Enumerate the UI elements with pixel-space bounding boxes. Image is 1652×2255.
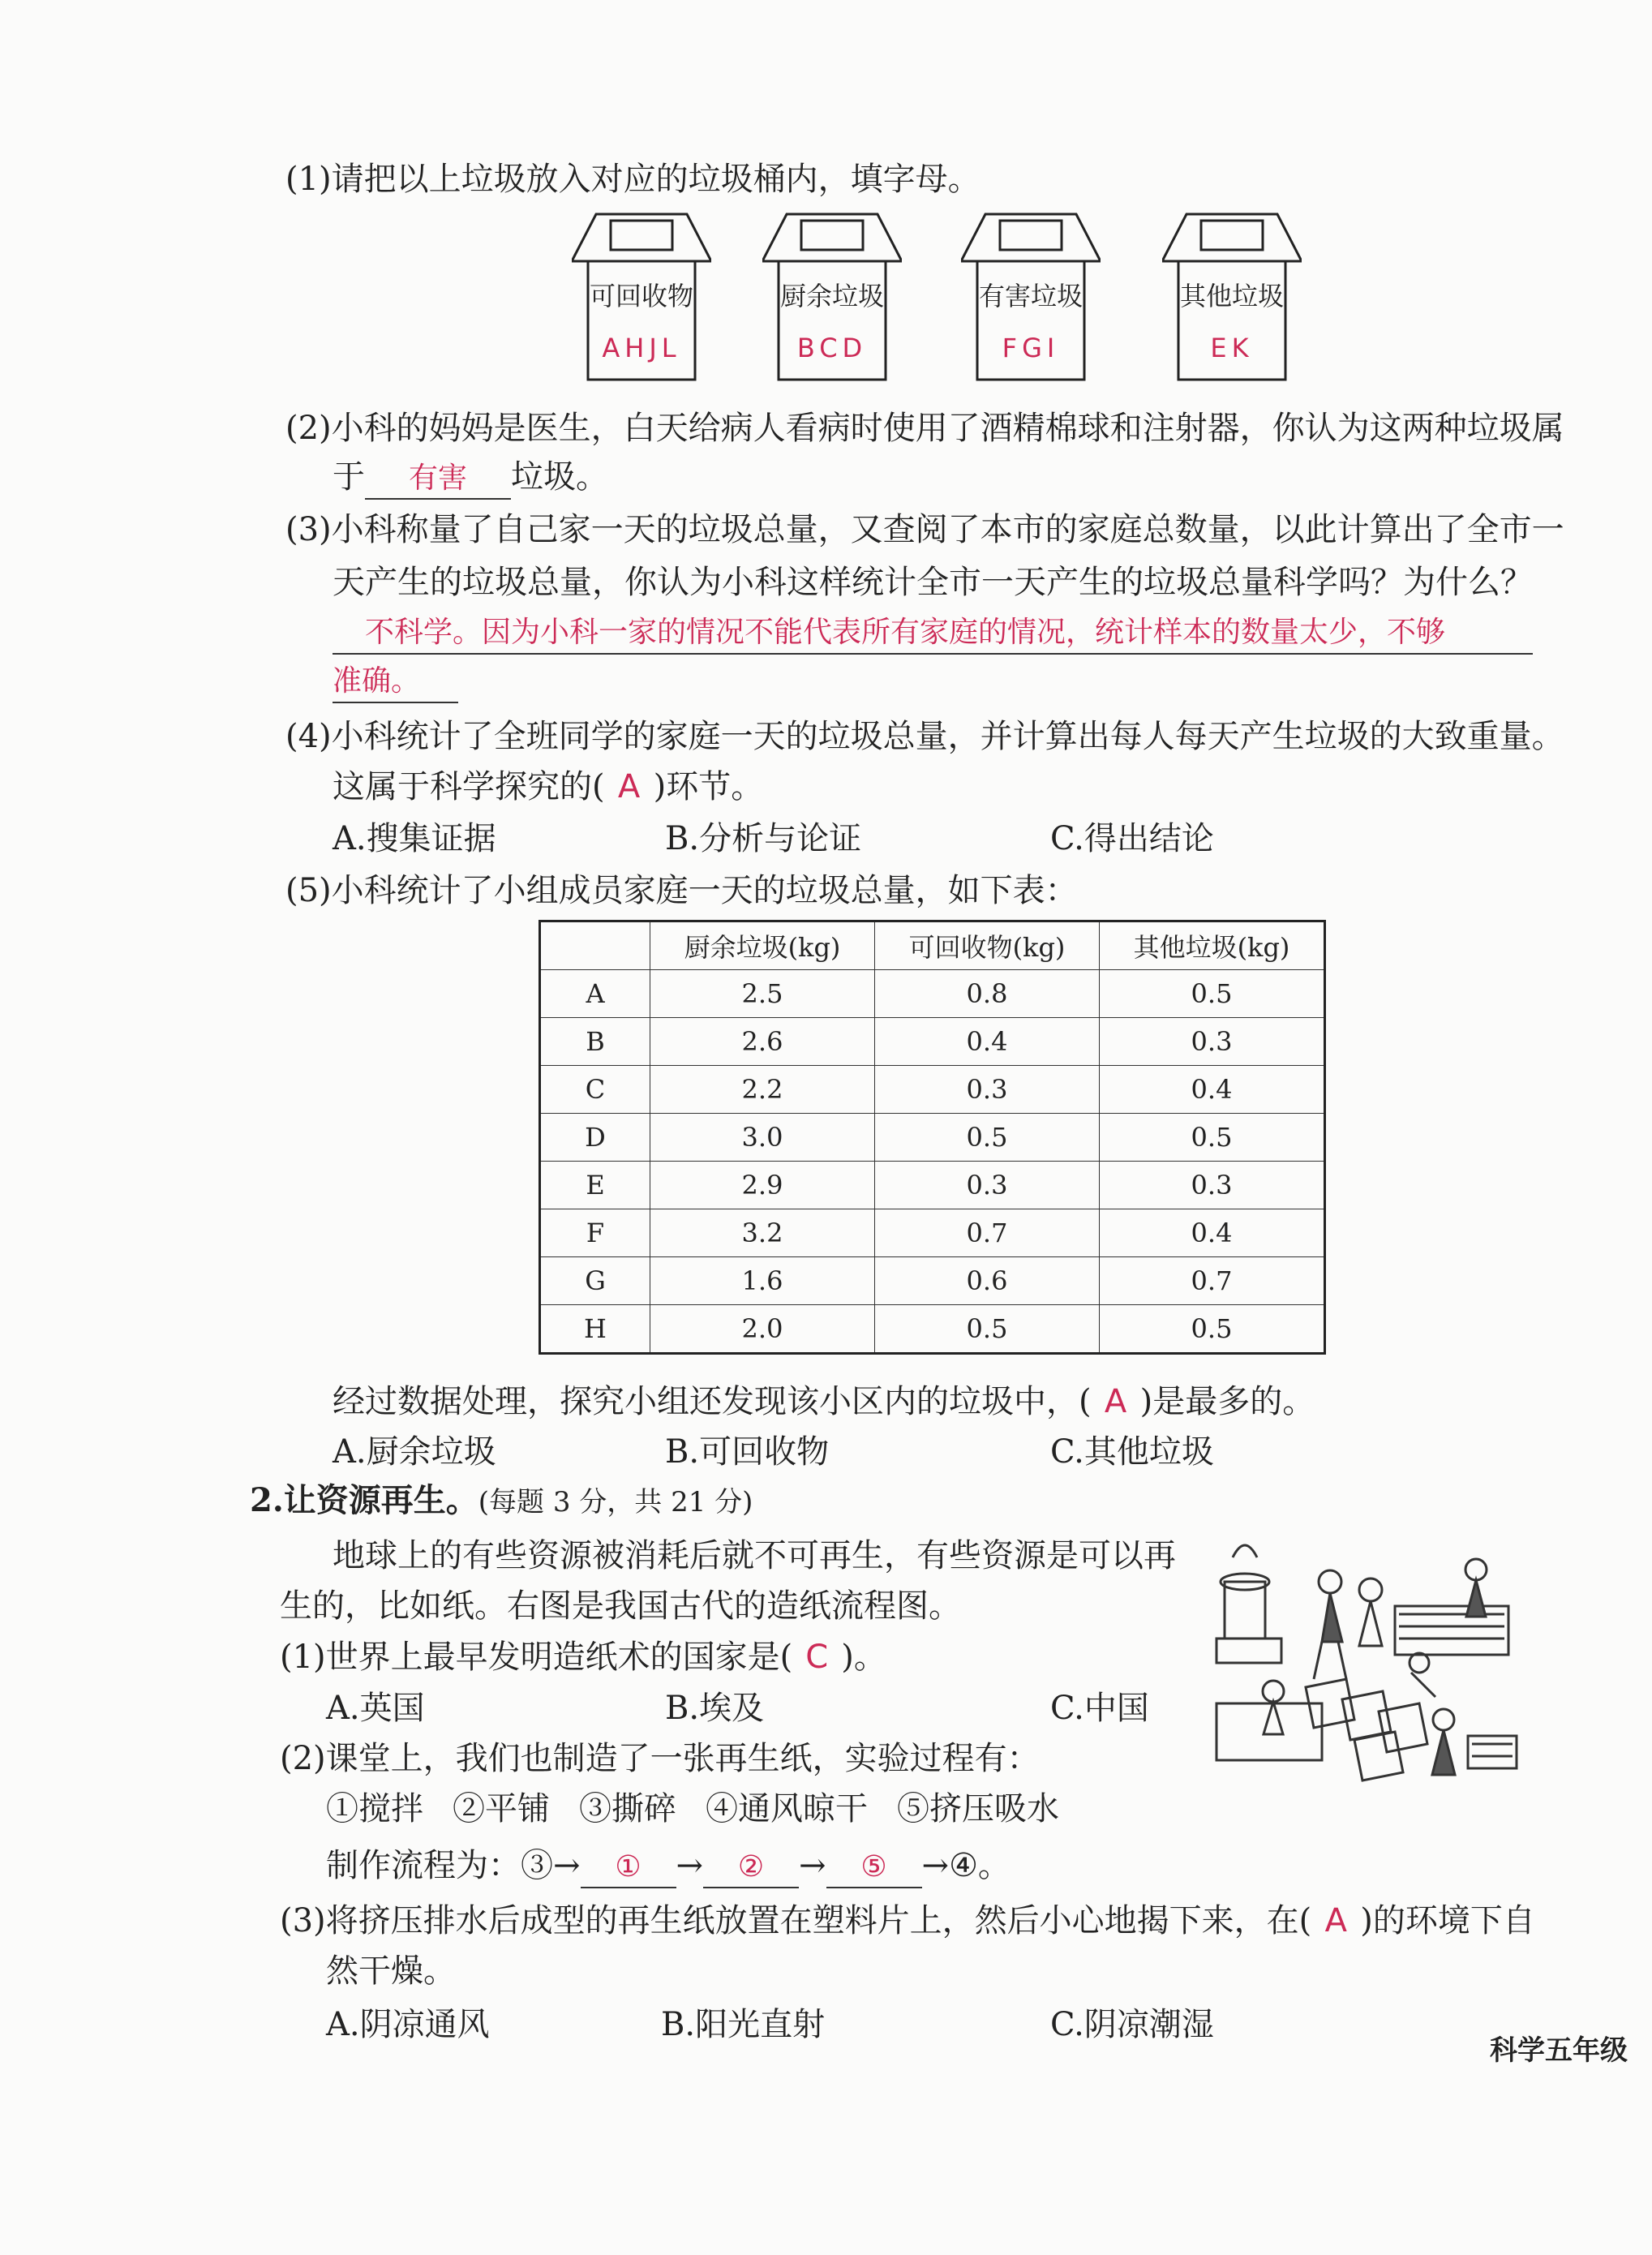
q2-sub3-line2: 然干燥。 [326, 1952, 456, 1990]
answer-blank [826, 1846, 922, 1888]
q1-sub5-after [333, 1379, 1315, 1424]
table-cell: 2.9 [650, 1162, 875, 1209]
answer-blank [703, 1846, 799, 1888]
bin-other [1162, 213, 1302, 383]
table-header-cell: 可回收物(kg) [875, 921, 1100, 970]
table-row [540, 970, 1325, 1018]
q2-sub3-option-c: C.阴凉潮湿 [1050, 2006, 1214, 2043]
bin-label: 厨余垃圾 [779, 281, 884, 311]
text: 经过数据处理，探究小组还发现该小区内的垃圾中，( [333, 1383, 1092, 1420]
arrow: → [799, 1847, 826, 1884]
bin-answer: FGI [1002, 333, 1060, 363]
bin-label: 其他垃圾 [1179, 281, 1284, 311]
q1-sub4-line2 [333, 764, 763, 810]
handwritten-answer: A [617, 768, 641, 805]
bin-label: 有害垃圾 [978, 281, 1083, 311]
table-cell: F [540, 1209, 650, 1257]
table-cell: 1.6 [650, 1257, 875, 1305]
text: 垃圾。 [511, 458, 608, 496]
step: ⑤挤压吸水 [897, 1790, 1059, 1828]
table-cell: 0.3 [1100, 1162, 1325, 1209]
text: 于 [333, 458, 365, 496]
q2-sub1-option-c: C.中国 [1050, 1690, 1149, 1727]
handwritten-answer: ② [737, 1850, 765, 1883]
page-footer: 科学五年级 [1490, 2034, 1628, 2067]
garbage-data-table [539, 920, 1326, 1355]
table-cell: 0.4 [1100, 1209, 1325, 1257]
table-cell: 0.5 [875, 1114, 1100, 1162]
text: 制作流程为：③→ [326, 1847, 581, 1884]
q1-sub3-line1: (3)小科称量了自己家一天的垃圾总量，又查阅了本市的家庭总数量，以此计算出了全市一 [285, 511, 1564, 548]
q1-sub3-answer-line1: 不科学。因为小科一家的情况不能代表所有家庭的情况，统计样本的数量太少，不够 [333, 612, 1533, 655]
table-cell: 0.6 [875, 1257, 1100, 1305]
table-cell: 2.6 [650, 1018, 875, 1066]
table-cell: D [540, 1114, 650, 1162]
step: ④通风晾干 [706, 1790, 868, 1828]
table-cell: A [540, 970, 650, 1018]
q1-sub2-line2 [333, 454, 608, 500]
handwritten-answer: C [805, 1639, 829, 1676]
q2-sub3-option-a: A.阴凉通风 [326, 2006, 490, 2043]
table-header-cell: 其他垃圾(kg) [1100, 921, 1325, 970]
table-cell: C [540, 1066, 650, 1114]
step: ②平铺 [453, 1790, 550, 1828]
score-note: (每题 3 分，共 21 分) [478, 1486, 753, 1518]
q1-sub4-option-c: C.得出结论 [1050, 820, 1214, 857]
table-row [540, 1162, 1325, 1209]
q1-sub5-option-b: B.可回收物 [665, 1433, 830, 1471]
table-cell: 0.4 [875, 1018, 1100, 1066]
table-cell: 2.0 [650, 1305, 875, 1354]
table-cell: E [540, 1162, 650, 1209]
handwritten-answer: A [1324, 1902, 1347, 1939]
q2-sub2-steps [326, 1786, 1059, 1832]
step: ①搅拌 [326, 1790, 423, 1828]
q2-intro-line2: 生的，比如纸。右图是我国古代的造纸流程图。 [280, 1587, 961, 1625]
text: )环节。 [653, 768, 764, 805]
table-cell: 2.2 [650, 1066, 875, 1114]
q2-sub2-flow [326, 1843, 1011, 1888]
bin-kitchen [762, 213, 902, 383]
q1-sub3-line2: 天产生的垃圾总量，你认为小科这样统计全市一天产生的垃圾总量科学吗？为什么？ [333, 564, 1533, 601]
q1-sub1-text: (1)请把以上垃圾放入对应的垃圾桶内，填字母。 [285, 161, 980, 198]
table-row [540, 1018, 1325, 1066]
table-cell: G [540, 1257, 650, 1305]
arrow: → [676, 1847, 704, 1884]
question-number: 2. [250, 1481, 284, 1519]
table-row [540, 1209, 1325, 1257]
q2-sub3-option-b: B.阳光直射 [661, 2006, 826, 2043]
table-cell: 2.5 [650, 970, 875, 1018]
table-cell: 0.3 [875, 1162, 1100, 1209]
text: )的环境下自 [1360, 1902, 1535, 1939]
handwritten-answer: ⑤ [860, 1850, 887, 1883]
bin-label: 可回收物 [589, 281, 693, 311]
table-cell: 0.4 [1100, 1066, 1325, 1114]
table-row [540, 1305, 1325, 1354]
answer-blank [365, 457, 511, 500]
table-header-cell [540, 921, 650, 970]
q1-sub5-option-a: A.厨余垃圾 [333, 1433, 496, 1471]
q2-sub2-text: (2)课堂上，我们也制造了一张再生纸，实验过程有： [280, 1740, 1040, 1777]
bin-answer: EK [1210, 333, 1254, 363]
table-cell: 0.5 [1100, 1305, 1325, 1354]
bin-answer: BCD [796, 333, 868, 363]
step: ③撕碎 [579, 1790, 676, 1828]
table-header-cell: 厨余垃圾(kg) [650, 921, 875, 970]
text: 这属于科学探究的( [333, 768, 605, 805]
table-cell: 0.3 [875, 1066, 1100, 1114]
table-cell: 0.7 [875, 1209, 1100, 1257]
handwritten-answer: ① [615, 1850, 641, 1883]
text: (3)将挤压排水后成型的再生纸放置在塑料片上，然后小心地揭下来，在( [280, 1902, 1312, 1939]
text: (1)世界上最早发明造纸术的国家是( [280, 1639, 793, 1676]
table-cell: 0.3 [1100, 1018, 1325, 1066]
bin-recyclable [572, 213, 711, 383]
table-cell: 3.2 [650, 1209, 875, 1257]
table-cell: 0.8 [875, 970, 1100, 1018]
text: →④。 [921, 1847, 1011, 1884]
table-header-row [540, 921, 1325, 970]
table-cell: 0.5 [1100, 970, 1325, 1018]
table-cell: 0.7 [1100, 1257, 1325, 1305]
q1-sub4-option-b: B.分析与论证 [665, 820, 862, 857]
q2-sub1-option-a: A.英国 [326, 1690, 425, 1727]
table-cell: B [540, 1018, 650, 1066]
text: )。 [841, 1639, 886, 1676]
papermaking-illustration [1208, 1525, 1533, 1793]
handwritten-answer: 有害 [408, 462, 467, 495]
q2-intro-line1: 地球上的有些资源被消耗后就不可再生，有些资源是可以再 [333, 1537, 1176, 1574]
q1-sub3-answer-line2: 准确。 [333, 661, 458, 703]
bin-hazardous [961, 213, 1101, 383]
q1-sub5-text: (5)小科统计了小组成员家庭一天的垃圾总量，如下表： [285, 872, 1078, 909]
q2-heading [250, 1478, 753, 1525]
table-row [540, 1114, 1325, 1162]
table-cell: H [540, 1305, 650, 1354]
text: )是最多的。 [1139, 1383, 1315, 1420]
q2-sub1 [280, 1634, 886, 1680]
handwritten-answer: A [1104, 1383, 1127, 1420]
answer-blank [581, 1846, 676, 1888]
q1-sub5-option-c: C.其他垃圾 [1050, 1433, 1214, 1471]
table-cell: 0.5 [1100, 1114, 1325, 1162]
table-cell: 0.5 [875, 1305, 1100, 1354]
q1-sub4-option-a: A.搜集证据 [333, 820, 496, 857]
q2-sub1-option-b: B.埃及 [665, 1690, 765, 1727]
bin-answer: AHJL [602, 333, 681, 363]
q2-sub3-line1 [280, 1898, 1535, 1944]
q1-sub4-line1: (4)小科统计了全班同学的家庭一天的垃圾总量，并计算出每人每天产生垃圾的大致重量。 [285, 718, 1564, 755]
question-title: 让资源再生。 [283, 1481, 478, 1519]
q1-sub2-line1: (2)小科的妈妈是医生，白天给病人看病时使用了酒精棉球和注射器，你认为这两种垃圾属 [285, 410, 1564, 447]
table-row [540, 1257, 1325, 1305]
table-cell: 3.0 [650, 1114, 875, 1162]
table-row [540, 1066, 1325, 1114]
